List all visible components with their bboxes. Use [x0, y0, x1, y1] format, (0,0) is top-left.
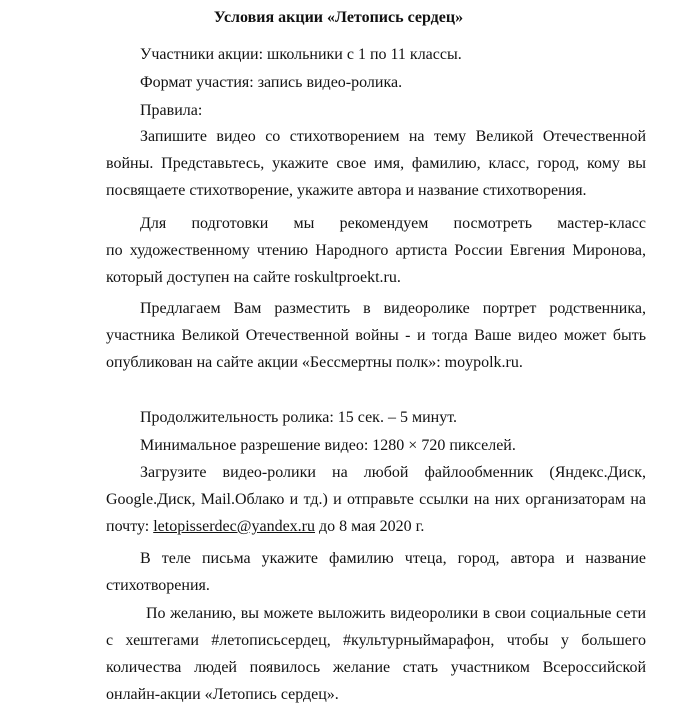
paragraph-line: по художественному чтению Народного артиста России Евгения Миронова,	[106, 242, 646, 259]
paragraph-line: Google.Диск, Mail.Облако и тд.) и отправьте ссылки на них организаторам на	[106, 491, 646, 508]
participants-line: Участники акции: школьники с 1 по 11 классы.	[140, 46, 462, 63]
rules-heading: Правила:	[140, 102, 203, 119]
paragraph-master-class	[106, 210, 646, 291]
email-prefix: почту:	[106, 518, 154, 535]
paragraph-line: войны. Представьтесь, укажите свое имя, фамилию, класс, город, кому вы	[106, 155, 646, 172]
format-line: Формат участия: запись видео-ролика.	[140, 74, 403, 91]
paragraph-line	[106, 513, 646, 540]
paragraph-line: онлайн-акции «Летопись сердец».	[106, 686, 339, 703]
paragraph-line: Загрузите видео-ролики на любой файлообменник (Яндекс.Диск,	[140, 464, 646, 481]
paragraph-social	[106, 600, 646, 708]
paragraph-line: опубликован на сайте акции «Бессмертны полк»: moypolk.ru.	[106, 354, 523, 371]
paragraph-line: В теле письма укажите фамилию чтеца, город, автора и название	[140, 550, 646, 567]
paragraph-line: посвящаете стихотворение, укажите автора и название стихотворения.	[106, 182, 587, 199]
email-suffix: до 8 мая 2020 г.	[315, 518, 425, 535]
duration-line: Продолжительность ролика: 15 сек. – 5 минут.	[140, 409, 457, 426]
paragraph-upload	[106, 459, 646, 540]
paragraph-line: Запишите видео со стихотворением на тему Великой Отечественной	[140, 128, 646, 145]
paragraph-line: Для подготовки мы рекомендуем посмотреть мастер-класс	[140, 215, 646, 232]
paragraph-line: Предлагаем Вам разместить в видеоролике портрет родственника,	[140, 300, 646, 317]
paragraph-line: с хештегами #летописьсердец, #культурныймарафон, чтобы у большего	[106, 632, 646, 649]
paragraph-letter-body	[106, 545, 646, 599]
paragraph-line: По желанию, вы можете выложить видеоролики в свои социальные сети	[146, 605, 646, 622]
paragraph-line: который доступен на сайте roskultproekt.ru.	[106, 269, 401, 286]
paragraph-line: участника Великой Отечественной войны - и тогда Ваше видео может быть	[106, 327, 646, 344]
paragraph-record-video	[106, 123, 646, 204]
paragraph-line: количества людей появилось желание стать участником Всероссийской	[106, 659, 646, 676]
paragraph-line: стихотворения.	[106, 577, 210, 594]
email-link[interactable]: letopisserdec@yandex.ru	[153, 518, 316, 535]
resolution-line: Минимальное разрешение видео: 1280 × 720 пикселей.	[140, 437, 516, 454]
document-title: Условия акции «Летопись сердец»	[213, 9, 464, 26]
paragraph-portrait	[106, 295, 646, 376]
